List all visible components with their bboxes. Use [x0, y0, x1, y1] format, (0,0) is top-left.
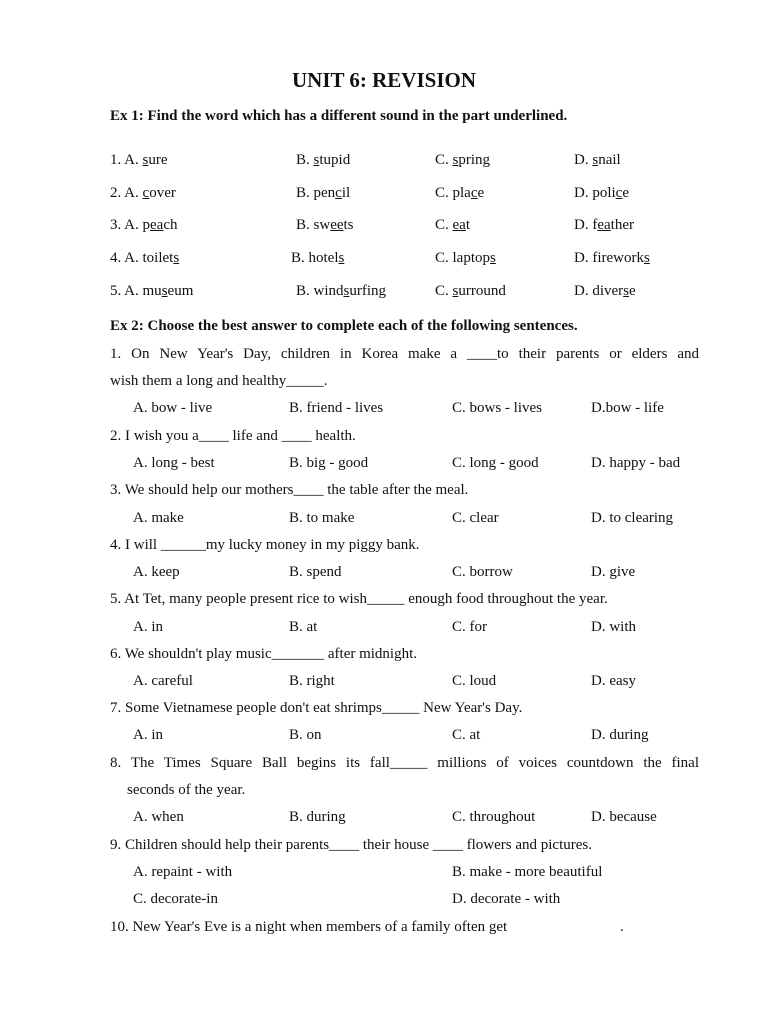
option-d[interactable]: D. happy - bad [591, 455, 681, 471]
word-part: C. [435, 152, 453, 168]
underlined-part: s [643, 250, 650, 266]
option-c[interactable]: C. loud [452, 673, 497, 689]
word-part: nail [598, 152, 621, 168]
word-part: B. [296, 152, 314, 168]
option-c[interactable] [435, 183, 484, 203]
underlined-part: s [173, 250, 180, 266]
underlined-part: s [343, 283, 350, 299]
ex1-row [0, 215, 768, 235]
option-b[interactable]: B. to make [289, 510, 355, 526]
question-text: seconds of the year. [127, 782, 246, 798]
word-part: B. wind [296, 283, 344, 299]
option-c[interactable]: C. at [452, 727, 481, 743]
word-part: tupid [319, 152, 351, 168]
underlined-part: ea [150, 217, 164, 233]
underlined-part: s [592, 152, 599, 168]
word-part: il [341, 185, 351, 201]
options-row [0, 807, 768, 827]
option-c[interactable] [435, 150, 490, 170]
option-c[interactable]: C. long - good [452, 455, 539, 471]
ex2-heading: Ex 2: Choose the best answer to complete each of the following sentences. [110, 318, 578, 334]
option-c[interactable]: C. decorate-in [133, 891, 218, 907]
option-d[interactable]: D.bow - life [591, 400, 664, 416]
option-b[interactable]: B. make - more beautiful [452, 864, 603, 880]
underlined-part: s [338, 250, 345, 266]
word-part: C. laptop [435, 250, 490, 266]
option-c[interactable] [435, 248, 496, 268]
word-part: 1. A. [110, 152, 143, 168]
question-text: 3. We should help our mothers____ the table after the meal. [110, 482, 469, 498]
option-a[interactable]: A. careful [133, 673, 193, 689]
word-part: 5. A. mu [110, 283, 162, 299]
option-d[interactable]: D. with [591, 619, 636, 635]
option-d[interactable] [574, 215, 634, 235]
options-row [0, 453, 768, 473]
word-part: ts [343, 217, 354, 233]
underlined-part: c [470, 185, 478, 201]
word-part: e [629, 283, 636, 299]
underlined-part: c [142, 185, 150, 201]
word-part: D. [574, 152, 593, 168]
word-part: urround [458, 283, 506, 299]
word-part: over [149, 185, 176, 201]
word-part: D. firework [574, 250, 644, 266]
page-title: UNIT 6: REVISION [292, 68, 476, 92]
option-b[interactable] [296, 281, 386, 301]
word-part: C. pla [435, 185, 471, 201]
option-b[interactable]: B. at [289, 619, 318, 635]
underlined-part: s [142, 152, 149, 168]
word-part: B. sw [296, 217, 331, 233]
option-d[interactable]: D. during [591, 727, 649, 743]
option-b[interactable] [291, 248, 344, 268]
option-d[interactable] [574, 150, 621, 170]
option-a[interactable] [110, 281, 193, 301]
underlined-part: s [161, 283, 168, 299]
option-d[interactable]: D. decorate - with [452, 891, 561, 907]
ex1-row [0, 183, 768, 203]
option-d[interactable] [574, 248, 650, 268]
option-a[interactable]: A. in [133, 619, 163, 635]
option-a[interactable] [110, 150, 168, 170]
word-part: C. [435, 283, 453, 299]
question-text: 8. The Times Square Ball begins its fall_____ millions of voices countdown the final [110, 755, 699, 771]
word-part: B. hotel [291, 250, 339, 266]
question-text: 6. We shouldn't play music_______ after midnight. [110, 646, 418, 662]
underlined-part: s [452, 283, 459, 299]
question-text: 10. New Year's Eve is a night when members of a family often get [110, 919, 508, 935]
word-part: ther [610, 217, 634, 233]
option-a[interactable] [110, 248, 179, 268]
options-row [0, 508, 768, 528]
underlined-part: ea [597, 217, 611, 233]
option-c[interactable]: C. borrow [452, 564, 513, 580]
option-c[interactable]: C. bows - lives [452, 400, 542, 416]
options-row [0, 617, 768, 637]
question-text: wish them a long and healthy_____. [110, 373, 328, 389]
word-part: e [477, 185, 485, 201]
underlined-part: s [313, 152, 320, 168]
underlined-part: ee [330, 217, 344, 233]
question-text: 5. At Tet, many people present rice to wish_____ enough food throughout the year. [110, 591, 608, 607]
word-part: t [465, 217, 471, 233]
question-text: 7. Some Vietnamese people don't eat shrimps_____ New Year's Day. [110, 700, 523, 716]
word-part: urfing [349, 283, 387, 299]
options-row [0, 671, 768, 691]
options-row [0, 889, 768, 909]
underlined-part: ea [452, 217, 466, 233]
option-c[interactable]: C. for [452, 619, 487, 635]
option-d[interactable]: D. easy [591, 673, 636, 689]
option-a[interactable]: A. make [133, 510, 184, 526]
question-text: 2. I wish you a____ life and ____ health. [110, 428, 356, 444]
option-c[interactable] [435, 215, 470, 235]
option-a[interactable]: A. when [133, 809, 184, 825]
word-part: ure [148, 152, 168, 168]
options-row [0, 725, 768, 745]
ex1-row [0, 281, 768, 301]
option-b[interactable]: B. right [289, 673, 335, 689]
option-c[interactable]: C. clear [452, 510, 499, 526]
option-a[interactable]: A. keep [133, 564, 180, 580]
option-a[interactable]: A. in [133, 727, 163, 743]
word-part: D. diver [574, 283, 624, 299]
option-b[interactable] [296, 183, 350, 203]
option-b[interactable] [296, 150, 350, 170]
word-part: D. f [574, 217, 598, 233]
option-b[interactable]: B. friend - lives [289, 400, 384, 416]
word-part: e [622, 185, 630, 201]
option-d[interactable]: D. to clearing [591, 510, 674, 526]
underlined-part: s [623, 283, 629, 299]
options-row [0, 862, 768, 882]
option-d[interactable]: D. because [591, 809, 657, 825]
word-part: ch [163, 217, 178, 233]
ex1-row [0, 150, 768, 170]
option-c[interactable] [435, 281, 506, 301]
underlined-part: s [490, 250, 496, 266]
option-a[interactable] [110, 183, 176, 203]
underlined-part: c [335, 185, 342, 201]
option-a[interactable]: A. bow - live [133, 400, 213, 416]
option-b[interactable] [296, 215, 354, 235]
option-d[interactable] [574, 183, 629, 203]
word-part: D. poli [574, 185, 616, 201]
answer-period: . [620, 919, 624, 935]
underlined-part: c [615, 185, 623, 201]
word-part: C. [435, 217, 453, 233]
word-part: 4. A. toilet [110, 250, 174, 266]
option-a[interactable]: A. long - best [133, 455, 215, 471]
option-b[interactable]: B. during [289, 809, 346, 825]
option-a[interactable] [110, 215, 178, 235]
option-a[interactable]: A. repaint - with [133, 864, 233, 880]
option-c[interactable]: C. throughout [452, 809, 536, 825]
options-row [0, 562, 768, 582]
word-part: B. pen [296, 185, 336, 201]
question-text: 9. Children should help their parents____ their house ____ flowers and pictures. [110, 837, 592, 853]
ex1-heading: Ex 1: Find the word which has a different sound in the part underlined. [110, 108, 568, 124]
option-d[interactable] [574, 281, 636, 301]
option-b[interactable]: B. big - good [289, 455, 369, 471]
option-b[interactable]: B. on [289, 727, 322, 743]
word-part: eum [167, 283, 194, 299]
word-part: 2. A. [110, 185, 143, 201]
option-b[interactable]: B. spend [289, 564, 342, 580]
underlined-part: s [452, 152, 459, 168]
question-text: 1. On New Year's Day, children in Korea make a ____to their parents or elders and [110, 346, 699, 362]
ex1-row [0, 248, 768, 268]
word-part: 3. A. p [110, 217, 151, 233]
word-part: pring [458, 152, 491, 168]
option-d[interactable]: D. give [591, 564, 636, 580]
options-row [0, 398, 768, 418]
question-text: 4. I will ______my lucky money in my piggy bank. [110, 537, 420, 553]
